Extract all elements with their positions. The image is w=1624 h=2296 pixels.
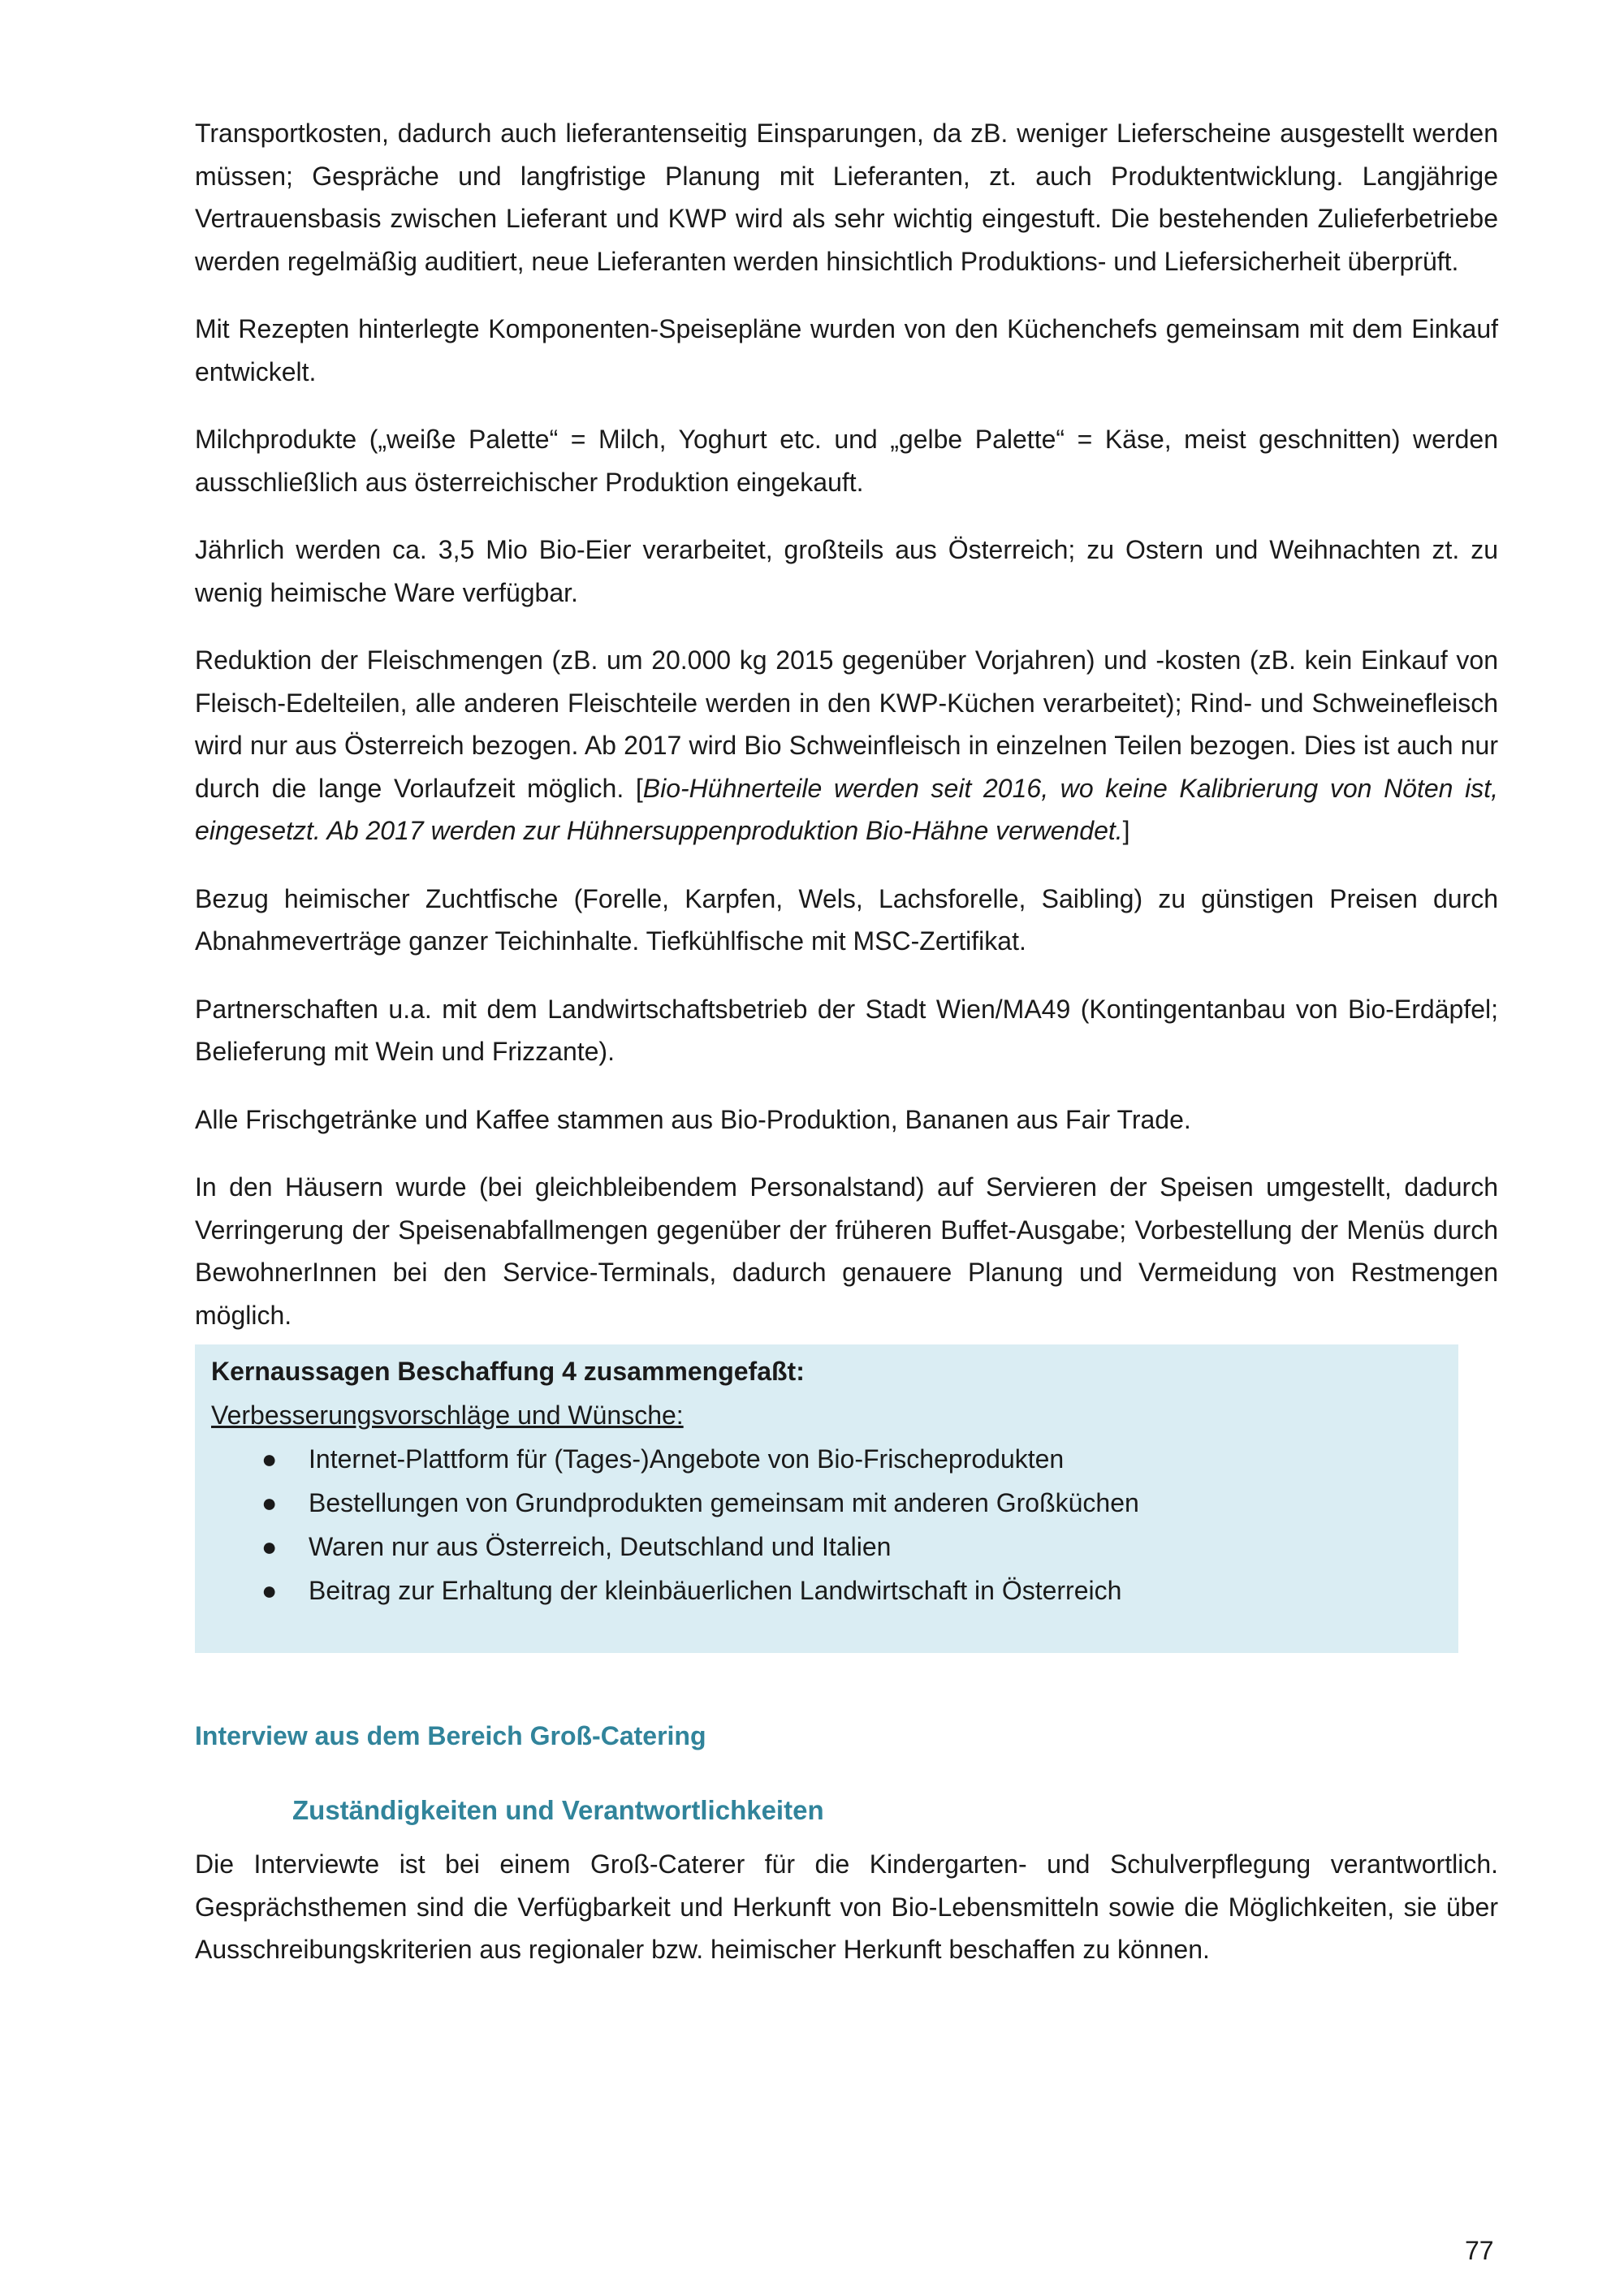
paragraph-interview-intro: Die Interviewte ist bei einem Groß-Caterer für die Kindergarten- und Schulverpflegung verantwortlich. Gesprächsthemen sind die Verfügbarkeit und Herkunft von Bio-Lebensmitteln sowie die Möglichkeiten, sie über Ausschreibungskriterien aus regionaler bzw. heimischer Herkunft beschaffen zu können. (195, 1849, 1498, 1964)
list-item-text: Waren nur aus Österreich, Deutschland und Italien (309, 1532, 892, 1561)
list-item (211, 1569, 1442, 1612)
paragraph-eggs: Jährlich werden ca. 3,5 Mio Bio-Eier verarbeitet, großteils aus Österreich; zu Ostern und Weihnachten zt. zu wenig heimische Ware verfügbar. (195, 535, 1498, 607)
meat-text: Reduktion der Fleischmengen (zB. um 20.000 kg 2015 gegenüber Vorjahren) und -kosten (zB. kein Einkauf von Fleisch-Edelteilen, alle anderen Fleischteile werden in den KWP-Küchen verarbeitet); Rind- und Schweinefleisch wird nur aus Österreich bezogen. Ab 2017 wird Bio Schweinfleisch in einzelnen Teilen bezogen. Dies ist auch nur durch die lange Vorlaufzeit möglich. [ (195, 645, 1498, 803)
paragraph-recipes: Mit Rezepten hinterlegte Komponenten-Speisepläne wurden von den Küchenchefs gemeinsam mit dem Einkauf entwickelt. (195, 314, 1498, 386)
list-item-text: Beitrag zur Erhaltung der kleinbäuerlichen Landwirtschaft in Österreich (309, 1576, 1122, 1605)
page-body (195, 112, 1498, 1996)
meat-closing-bracket: ] (1122, 816, 1130, 845)
paragraph-partnerships: Partnerschaften u.a. mit dem Landwirtschaftsbetrieb der Stadt Wien/MA49 (Kontingentanbau von Bio-Erdäpfel; Belieferung mit Wein und Frizzante). (195, 994, 1498, 1066)
summary-box (195, 1344, 1458, 1653)
list-item (211, 1525, 1442, 1569)
summary-box-title: Kernaussagen Beschaffung 4 zusammengefaßt: (211, 1357, 805, 1386)
meat-italic-note: Bio-Hühnerteile werden seit 2016, wo keine Kalibrierung von Nöten ist, eingesetzt. Ab 2017 werden zur Hühnersuppenproduktion Bio-Hähne verwendet. (195, 773, 1499, 845)
bullet-icon: ● (261, 1444, 278, 1474)
summary-box-subtitle: Verbesserungsvorschläge und Wünsche: (211, 1400, 684, 1430)
sub-heading: Zuständigkeiten und Verantwortlichkeiten (292, 1795, 824, 1825)
list-item (211, 1437, 1442, 1481)
list-item-text: Bestellungen von Grundprodukten gemeinsam mit anderen Großküchen (309, 1488, 1139, 1517)
bullet-icon: ● (261, 1576, 278, 1605)
bullet-icon: ● (261, 1488, 278, 1517)
paragraph-beverages: Alle Frischgetränke und Kaffee stammen aus Bio-Produktion, Bananen aus Fair Trade. (195, 1104, 1191, 1134)
paragraph-serving: In den Häusern wurde (bei gleichbleibendem Personalstand) auf Servieren der Speisen umgestellt, dadurch Verringerung der Speisenabfallmengen gegenüber der früheren Buffet-Ausgabe; Vorbestellung der Menüs durch BewohnerInnen bei den Service-Terminals, dadurch genauere Planung und Vermeidung von Restmengen möglich. (195, 1172, 1498, 1330)
page-number: 77 (1465, 2236, 1494, 2265)
paragraph-fish: Bezug heimischer Zuchtfische (Forelle, Karpfen, Wels, Lachsforelle, Saibling) zu günstigen Preisen durch Abnahmeverträge ganzer Teichinhalte. Tiefkühlfische mit MSC-Zertifikat. (195, 883, 1498, 956)
summary-list (211, 1437, 1442, 1612)
bullet-icon: ● (261, 1532, 278, 1561)
paragraph-transport: Transportkosten, dadurch auch lieferantenseitig Einsparungen, da zB. weniger Lieferscheine ausgestellt werden müssen; Gespräche und langfristige Planung mit Lieferanten, zt. auch Produktentwicklung. Langjährige Vertrauensbasis zwischen Lieferant und KWP wird als sehr wichtig eingestuft. Die bestehenden Zulieferbetriebe werden regelmäßig auditiert, neue Lieferanten werden hinsichtlich Produktions- und Liefersicherheit überprüft. (195, 119, 1498, 276)
paragraph-dairy: Milchprodukte („weiße Palette“ = Milch, Yoghurt etc. und „gelbe Palette“ = Käse, meist geschnitten) werden ausschließlich aus österreichischer Produktion eingekauft. (195, 425, 1498, 497)
list-item-text: Internet-Plattform für (Tages-)Angebote von Bio-Frischeprodukten (309, 1444, 1065, 1474)
paragraph-meat (195, 639, 1498, 852)
list-item (211, 1481, 1442, 1525)
section-heading: Interview aus dem Bereich Groß-Catering (195, 1721, 706, 1750)
